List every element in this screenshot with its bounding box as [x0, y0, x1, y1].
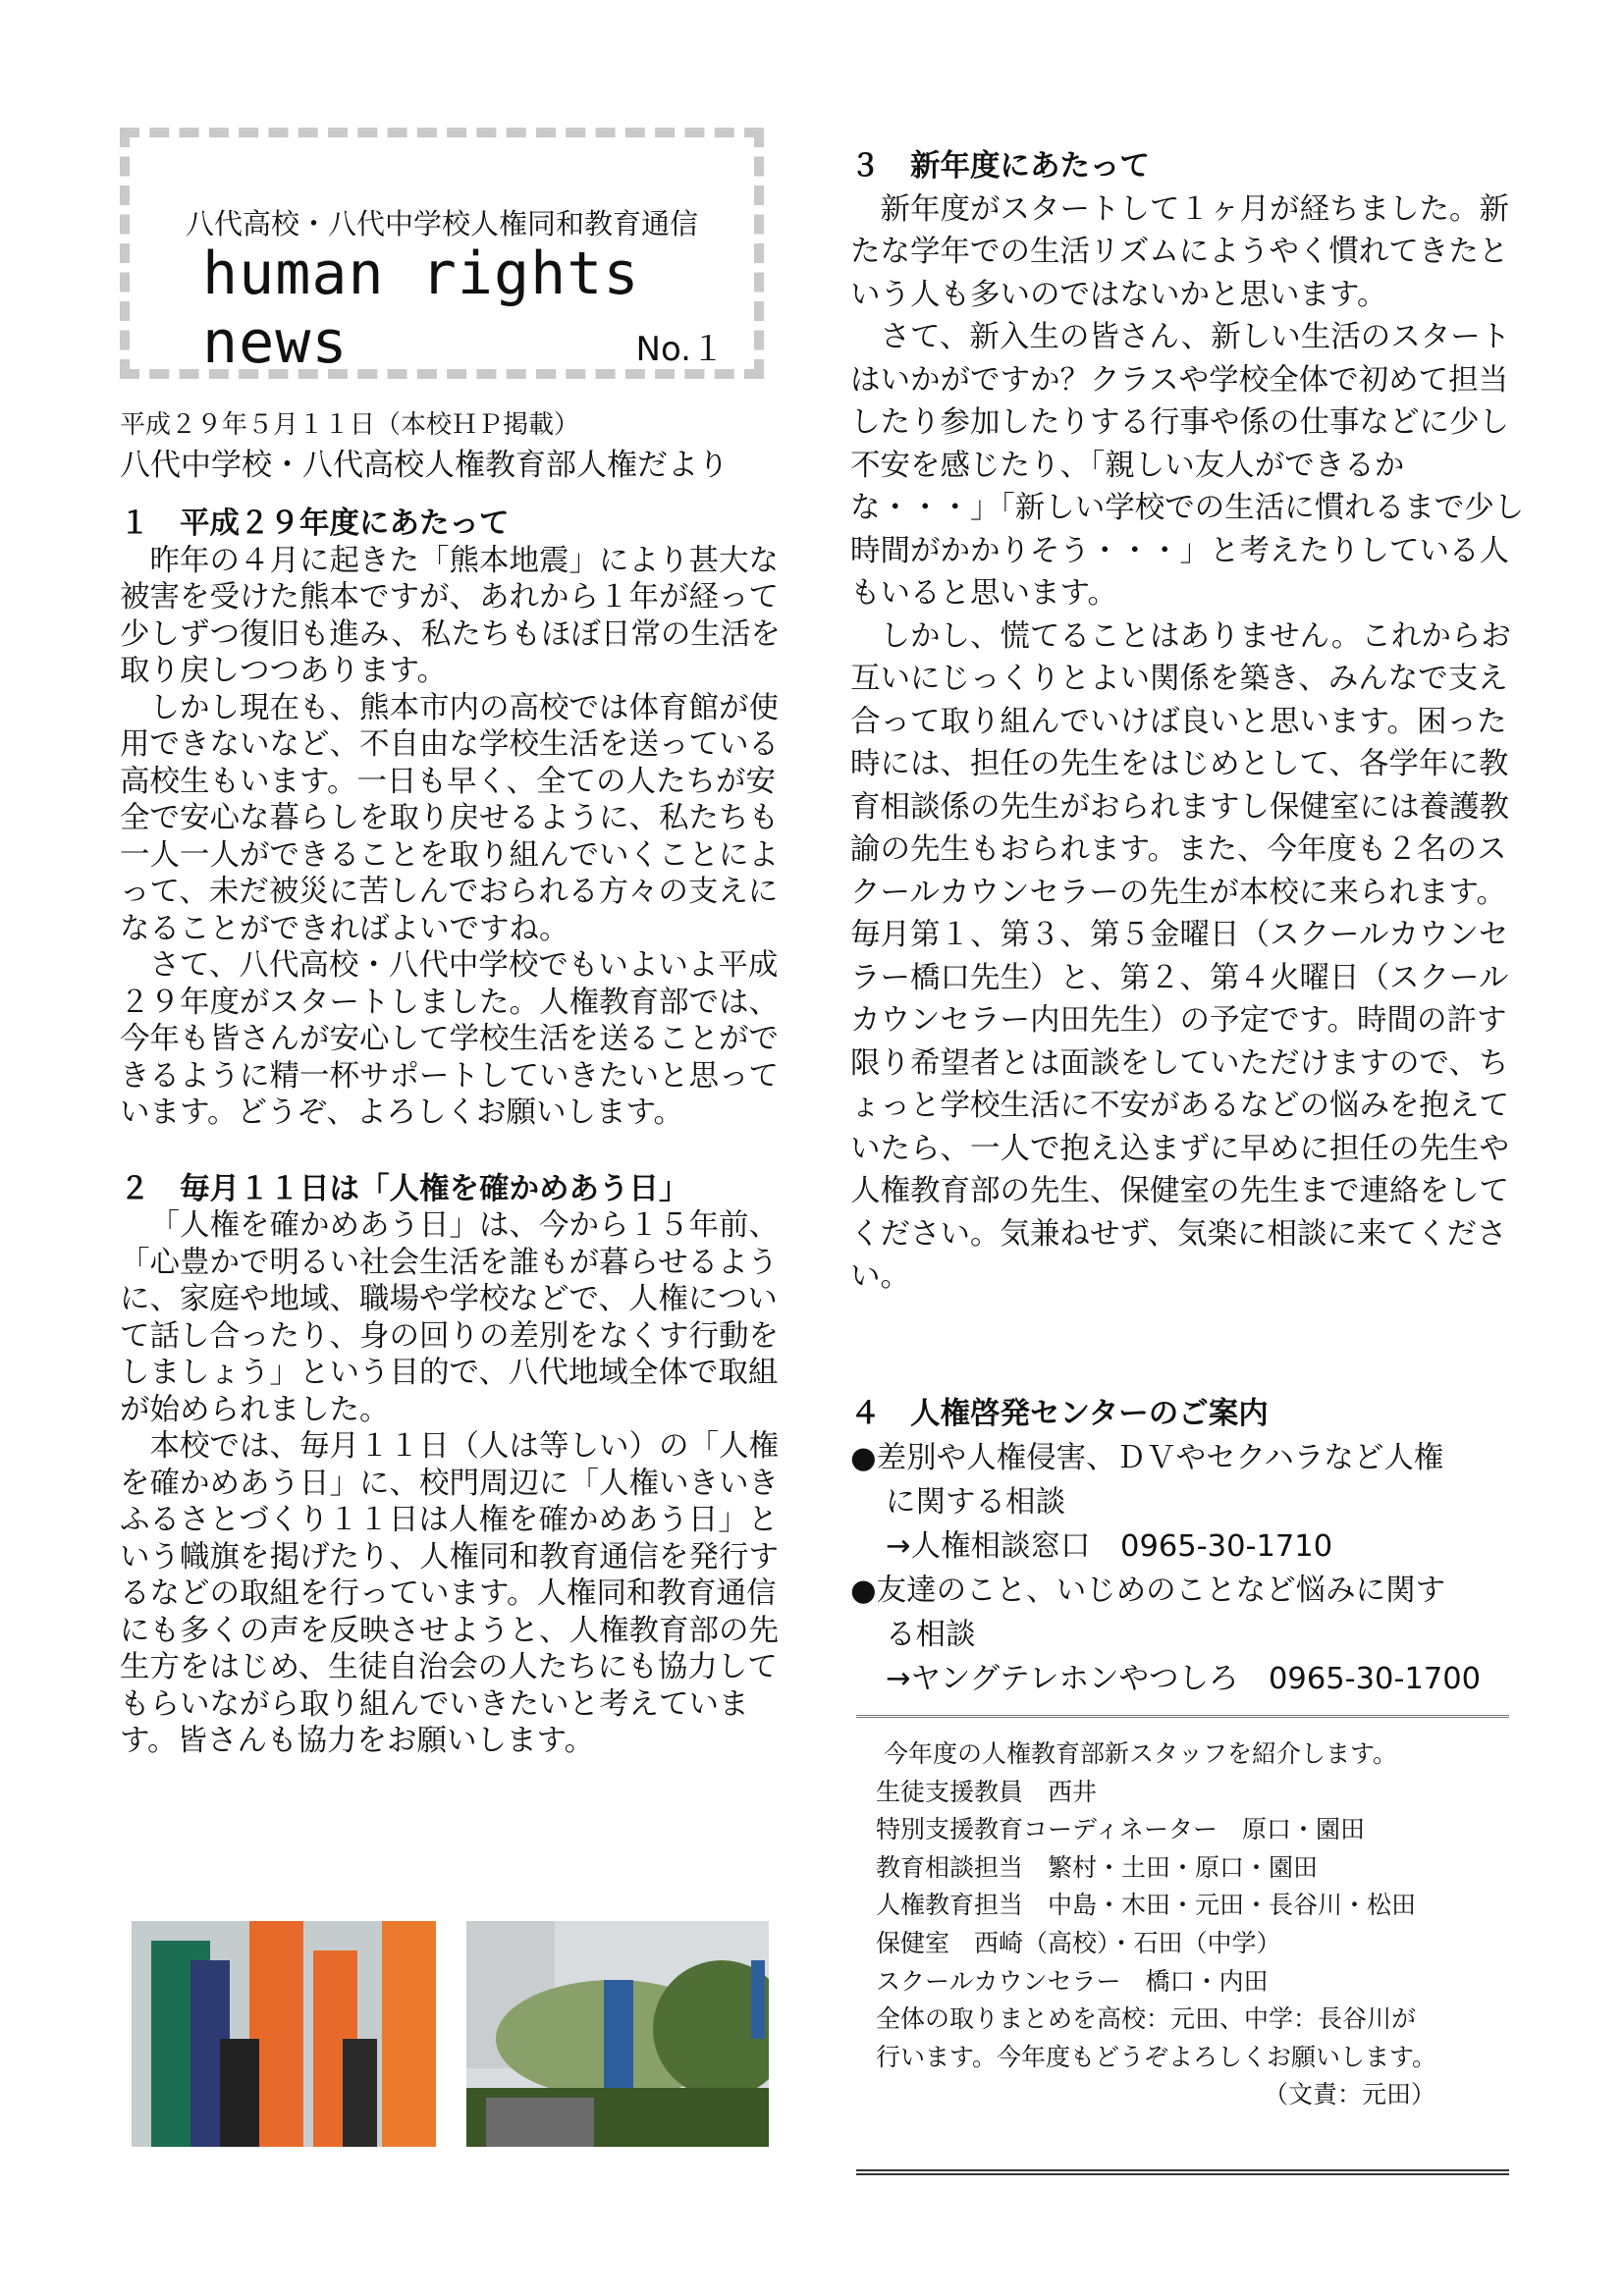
section-4 [850, 1392, 1528, 1701]
consult-item-line: に関する相談 [886, 1485, 1065, 1520]
publisher-line: 八代中学校・八代高校人権教育部人権だより [120, 448, 729, 483]
masthead-subtitle: 八代高校・八代中学校人権同和教育通信 [185, 207, 698, 240]
section-2-paragraph: 「人権を確かめあう日」は、今から１５年前、「心豊かで明るい社会生活を誰もが暮らせるように、家庭や地域、職場や学校などで、人権について話し合ったり、身の回りの差別をなくす行動をしましょう」という目的で、八代地域全体で取組が始められました。 [120, 1208, 779, 1427]
consult-item-line: る相談 [886, 1618, 976, 1652]
staff-line: 特別支援教育コーディネーター 原口・園田 [876, 1815, 1366, 1844]
consult-contact: →ヤングテレホンやつしろ 0965-30-1700 [886, 1662, 1482, 1696]
staff-line: スクールカウンセラー 橋口・内田 [876, 1966, 1269, 1996]
masthead [120, 128, 764, 379]
section-2-paragraph: 本校では、毎月１１日（人は等しい）の「人権を確かめあう日」に、校門周辺に「人権いきいきふるさとづくり１１日は人権を確かめあう日」という幟旗を掲げたり、人権同和教育通信を発行するなどの取組を行っています。人権同和教育通信にも多くの声を反映させようと、人権教育部の先生方をはじめ、生徒自治会の人たちにも協力してもらいながら取り組んでいきたいと考えています。皆さんも協力をお願いします。 [120, 1429, 779, 1758]
staff-line: 人権教育担当 中島・木田・元田・長谷川・松田 [876, 1891, 1417, 1920]
credit-line: （文責：元田） [1263, 2080, 1435, 2109]
staff-line: 全体の取りまとめを高校：元田、中学：長谷川が [876, 2004, 1417, 2034]
section-4-heading: ４ 人権啓発センターのご案内 [850, 1397, 1269, 1431]
section-3-paragraph: さて、新入生の皆さん、新しい生活のスタートはいかがですか？クラスや学校全体で初めて担当したり参加したりする行事や係の仕事などに少し不安を感じたり、「親しい友人ができるかな・・・」「新しい学校での生活に慣れるまで少し時間がかかりそう・・・」と考えたりしている人もいると思います。 [850, 320, 1525, 611]
banner-photo [132, 1921, 436, 2147]
publish-date: 平成２９年５月１１日（本校ＨＰ掲載） [120, 410, 580, 440]
section-1-paragraph: しかし現在も、熊本市内の高校では体育館が使用できないなど、不自由な学校生活を送っている高校生もいます。一日も早く、全ての人たちが安全で安心な暮らしを取り戻せるように、私たちも一人一人ができることを取り組んでいくことによって、未だ被災に苦しんでおられる方々の支えになることができればよいですね。 [120, 690, 779, 946]
section-3-paragraph: 新年度がスタートして１ヶ月が経ちました。新たな学年での生活リズムにようやく慣れてきたという人も多いのではないかと思います。 [850, 191, 1509, 312]
section-3-heading: ３ 新年度にあたって [850, 149, 1150, 184]
staff-line: 教育相談担当 繁村・土田・原口・園田 [876, 1852, 1319, 1882]
staff-box [876, 1735, 1543, 2114]
consult-item-line: ●差別や人権侵害、ＤＶやセクハラなど人権 [850, 1441, 1444, 1475]
masthead-title: human rights news [202, 240, 640, 377]
consult-contact: →人権相談窓口 0965-30-1710 [886, 1529, 1333, 1564]
school-gate-photo [466, 1921, 769, 2147]
staff-line: 保健室 西崎（高校）・石田（中学） [876, 1928, 1281, 1957]
staff-line: 行います。今年度もどうぞよろしくお願いします。 [876, 2042, 1437, 2071]
staff-intro: 今年度の人権教育部新スタッフを紹介します。 [884, 1739, 1398, 1768]
section-1-paragraph: さて、八代高校・八代中学校でもいよいよ平成２９年度がスタートしました。人権教育部では、今年も皆さんが安心して学校生活を送ることができるように精一杯サポートしていきたいと思っています。どうぞ、よろしくお願いします。 [120, 948, 779, 1130]
consult-item-line: ●友達のこと、いじめのことなど悩みに関す [850, 1574, 1446, 1608]
staff-line: 生徒支援教員 西井 [876, 1777, 1098, 1806]
issue-number: No.１ [635, 330, 725, 369]
section-1-heading: １ 平成２９年度にあたって [120, 507, 510, 541]
section-1-paragraph: 昨年の４月に起きた「熊本地震」により甚大な被害を受けた熊本ですが、あれから１年が経って少しずつ復旧も進み、私たちもほぼ日常の生活を取り戻しつつあります。 [120, 543, 781, 688]
left-column [120, 506, 789, 1760]
divider [856, 1715, 1509, 1718]
right-column [850, 145, 1528, 1299]
section-3-paragraph: しかし、慌てることはありません。これからお互いにじっくりとよい関係を築き、みんなで支え合って取り組んでいけば良いと思います。困った時には、担任の先生をはじめとして、各学年に教育相談係の先生がおられますし保健室には養護教諭の先生もおられます。また、今年度も２名のスクールカウンセラーの先生が本校に来られます。毎月第１、第３、第５金曜日（スクールカウンセラー橋口先生）と、第２、第４火曜日（スクールカウンセラー内田先生）の予定です。時間の許す限り希望者とは面談をしていただけますので、ちょっと学校生活に不安があるなどの悩みを抱えていたら、一人で抱え込まずに早めに担任の先生や人権教育部の先生、保健室の先生まで連絡をしてください。気兼ねせず、気楽に相談に来てください。 [850, 618, 1511, 1294]
bottom-divider [856, 2169, 1509, 2181]
section-2-heading: ２ 毎月１１日は「人権を確かめあう日」 [120, 1171, 689, 1206]
